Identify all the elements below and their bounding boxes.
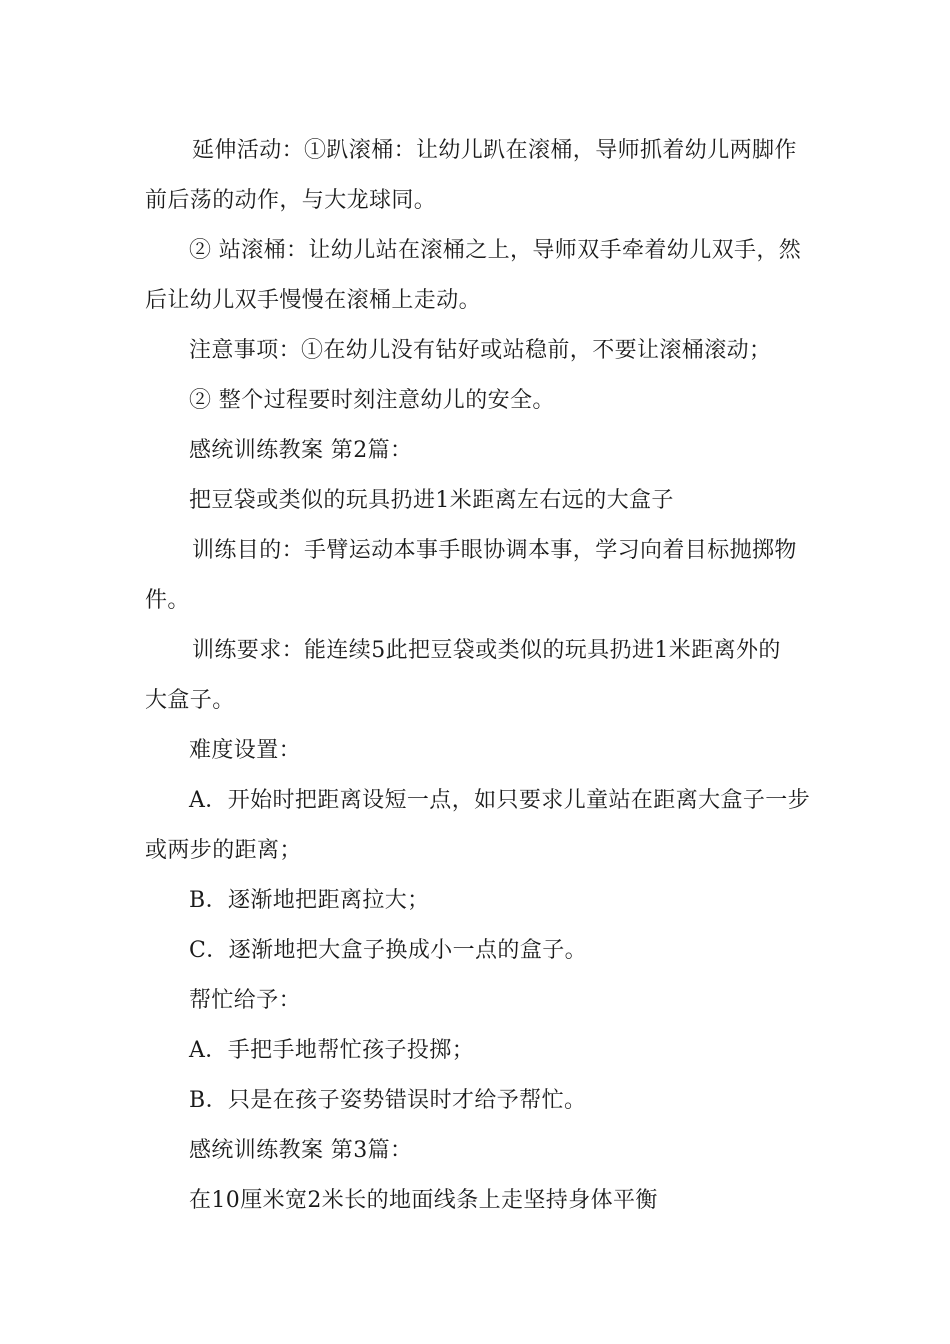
- text-line: B．只是在孩子姿势错误时才给予帮忙。: [189, 1088, 587, 1113]
- text-line: 注意事项：①在幼儿没有钻好或站稳前，不要让滚桶滚动；: [189, 338, 772, 363]
- text-line: 训练要求：能连续5此把豆袋或类似的玩具扔进1米距离外的: [192, 638, 781, 663]
- text-line: 或两步的距离；: [145, 838, 302, 863]
- text-line: ② 整个过程要时刻注意幼儿的安全。: [189, 388, 555, 413]
- section-heading: 感统训练教案 第2篇：: [189, 438, 413, 463]
- text-line: A．开始时把距离设短一点，如只要求儿童站在距离大盒子一步: [189, 788, 811, 813]
- text-line: ② 站滚桶：让幼儿站在滚桶之上，导师双手牵着幼儿双手，然: [189, 238, 802, 263]
- section-heading: 感统训练教案 第3篇：: [189, 1138, 413, 1163]
- text-line: 在10厘米宽2米长的地面线条上走坚持身体平衡: [189, 1188, 658, 1213]
- text-line: A．手把手地帮忙孩子投掷；: [189, 1038, 475, 1063]
- text-line: 延伸活动：①趴滚桶：让幼儿趴在滚桶，导师抓着幼儿两脚作: [192, 138, 797, 163]
- text-line: B．逐渐地把距离拉大；: [189, 888, 430, 913]
- text-line: 大盒子。: [145, 688, 235, 713]
- text-line: 件。: [145, 588, 190, 613]
- text-line: 后让幼儿双手慢慢在滚桶上走动。: [145, 288, 482, 313]
- text-line: 前后荡的动作，与大龙球同。: [145, 188, 437, 213]
- text-line: 难度设置：: [189, 738, 302, 763]
- text-line: 把豆袋或类似的玩具扔进1米距离左右远的大盒子: [189, 488, 674, 513]
- text-line: 训练目的：手臂运动本事手眼协调本事，学习向着目标抛掷物: [192, 538, 797, 563]
- text-line: 帮忙给予：: [189, 988, 302, 1013]
- text-line: C．逐渐地把大盒子换成小一点的盒子。: [189, 938, 588, 963]
